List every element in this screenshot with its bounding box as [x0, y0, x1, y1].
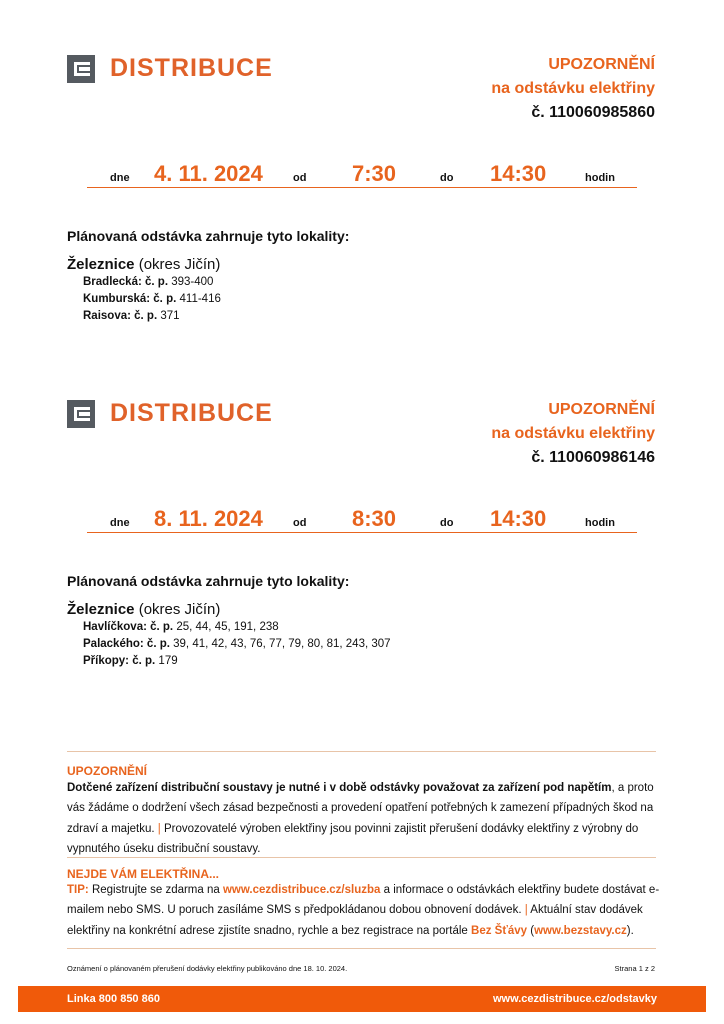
date-underline [87, 187, 637, 188]
tip-text-3: Aktuální stav dodávek elektřiny na konkrétní adrese zjistíte snadno, rychle a bez registrace na portále [67, 904, 643, 937]
do-label: do [440, 517, 454, 529]
logo-text: DISTRIBUCE [110, 399, 273, 427]
street-item [83, 310, 180, 322]
street-name: Havlíčkova: č. p. [83, 621, 174, 633]
start-time: 7:30 [352, 161, 397, 186]
warning-bold: Dotčené zařízení distribuční soustavy je nutné i v době odstávky považovat za zařízení pod napětím [67, 782, 612, 794]
published-note: Oznámení o plánovaném přerušení dodávky elektřiny publikováno dne 18. 10. 2024. [67, 964, 348, 973]
footer-bar [18, 986, 706, 1012]
tip-text-1: Registrujte se zdarma na [91, 884, 220, 896]
divider [67, 948, 656, 949]
house-numbers: 411-416 [179, 293, 221, 305]
notice-number: č. 110060985860 [531, 104, 655, 121]
hotline: Linka 800 850 860 [67, 993, 160, 1005]
notice-1 [0, 0, 724, 330]
page-number: Strana 1 z 2 [614, 964, 655, 973]
notice-subtitle: na odstávku elektřiny [491, 425, 655, 442]
notice-subtitle: na odstávku elektřiny [491, 80, 655, 97]
paren-close: ). [626, 924, 634, 937]
street-item [83, 655, 178, 667]
warning-title: UPOZORNĚNÍ [67, 764, 148, 778]
dne-label: dne [110, 172, 130, 184]
hodin-label: hodin [585, 172, 615, 184]
tip-label: TIP: [67, 884, 89, 896]
house-numbers: 393-400 [171, 276, 214, 288]
bez-stavy-link[interactable]: Bez Šťávy [471, 924, 528, 937]
outages-url-link[interactable]: www.cezdistribuce.cz/odstavky [492, 993, 657, 1005]
start-time: 8:30 [352, 506, 397, 531]
separator: | [157, 822, 161, 835]
house-numbers: 179 [158, 655, 178, 667]
street-name: Bradlecká: č. p. [83, 276, 169, 288]
house-numbers: 39, 41, 42, 43, 76, 77, 79, 80, 81, 243, 307 [173, 638, 391, 650]
outage-date: 4. 11. 2024 [154, 161, 263, 186]
house-numbers: 25, 44, 45, 191, 238 [176, 621, 279, 633]
town [67, 256, 220, 273]
end-time: 14:30 [490, 506, 547, 531]
divider [67, 751, 656, 752]
town [67, 601, 220, 618]
district: (okres Jičín) [138, 256, 221, 273]
locations-title: Plánovaná odstávka zahrnuje tyto lokality: [67, 573, 350, 589]
logo-text: DISTRIBUCE [110, 54, 273, 82]
town-name: Železnice [67, 256, 135, 273]
sluzba-link[interactable]: www.cezdistribuce.cz/sluzba [222, 884, 381, 896]
notice-2 [0, 345, 724, 675]
od-label: od [293, 517, 307, 529]
cez-logo-icon [67, 55, 95, 83]
street-name: Palackého: č. p. [83, 638, 170, 650]
locations-title: Plánovaná odstávka zahrnuje tyto lokality: [67, 228, 350, 244]
street-name: Kumburská: č. p. [83, 293, 177, 305]
notice-number: č. 110060986146 [531, 449, 655, 466]
notice-title: UPOZORNĚNÍ [548, 401, 655, 418]
notice-title: UPOZORNĚNÍ [548, 56, 655, 73]
tip-text-2: a informace o odstávkách elektřiny budete dostávat e-mailem nebo SMS. U poruch zasíláme SMS s předpokládanou dobou obnovení dodávek. [67, 884, 660, 917]
date-underline [87, 532, 637, 533]
street-name: Příkopy: č. p. [83, 655, 156, 667]
town-name: Železnice [67, 601, 135, 618]
hodin-label: hodin [585, 517, 615, 529]
separator: | [524, 904, 528, 917]
paren-open: ( [530, 924, 535, 937]
street-item [83, 638, 391, 650]
end-time: 14:30 [490, 161, 547, 186]
street-item [83, 621, 279, 633]
warning-text-2: Provozovatelé výroben elektřiny jsou povinni zajistit přerušení dodávky elektřiny z výrobny do vypnutého úseku distribuční soustavy. [67, 822, 639, 855]
street-item [83, 276, 213, 288]
warning-text-1: , a proto vás žádáme o dodržení všech zásad bezpečnosti a provedení opatření potřebných k zamezení případných škod na zdraví a majetku. [67, 782, 654, 835]
od-label: od [293, 172, 307, 184]
tip-title: NEJDE VÁM ELEKTŘINA... [67, 867, 220, 881]
cez-logo-icon [67, 400, 95, 428]
street-name: Raisova: č. p. [83, 310, 158, 322]
dne-label: dne [110, 517, 130, 529]
district: (okres Jičín) [138, 601, 221, 618]
outage-date: 8. 11. 2024 [154, 506, 263, 531]
warning-text [67, 778, 667, 859]
bezstavy-url-link[interactable]: www.bezstavy.cz [534, 924, 627, 937]
tip-text [67, 880, 667, 941]
divider [67, 857, 656, 858]
house-numbers: 371 [160, 310, 180, 322]
street-item [83, 293, 221, 305]
do-label: do [440, 172, 454, 184]
